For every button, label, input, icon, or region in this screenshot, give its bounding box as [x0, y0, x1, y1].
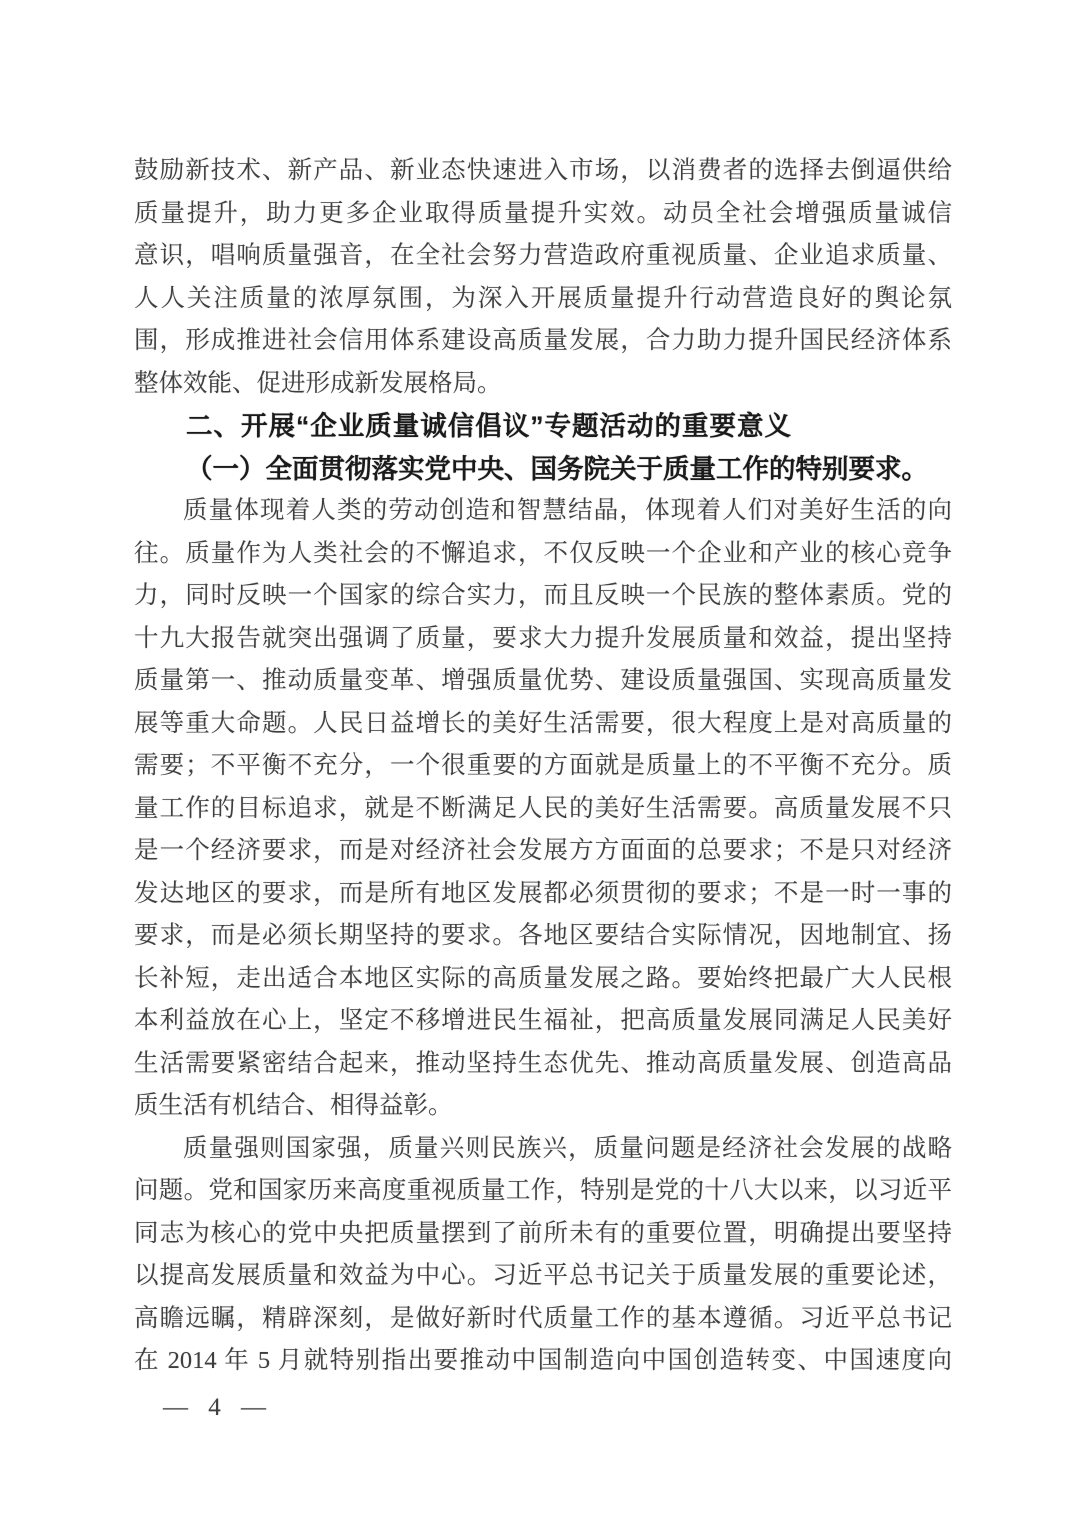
text-line: 往。质量作为人类社会的不懈追求，不仅反映一个企业和产业的核心竞争: [134, 539, 952, 567]
text-line: 需要；不平衡不充分，一个很重要的方面就是质量上的不平衡不充分。质: [134, 752, 952, 779]
text-line: 长补短，走出适合本地区实际的高质量发展之路。要始终把最广大人民根: [134, 964, 952, 992]
document-body: [134, 150, 952, 1383]
text-line: 展等重大命题。人民日益增长的美好生活需要，很大程度上是对高质量的: [134, 709, 952, 737]
text-line: 质量强则国家强，质量兴则民族兴，质量问题是经济社会发展的战略: [183, 1134, 952, 1162]
text-line: 生活需要紧密结合起来，推动坚持生态优先、推动高质量发展、创造高品: [134, 1049, 952, 1077]
page-number: — 4 —: [163, 1394, 273, 1421]
text-line: 围，形成推进社会信用体系建设高质量发展，合力助力提升国民经济体系: [134, 327, 952, 354]
text-line: 人人关注质量的浓厚氛围，为深入开展质量提升行动营造良好的舆论氛: [134, 284, 952, 312]
text-line: 质量提升，助力更多企业取得质量提升实效。动员全社会增强质量诚信: [134, 199, 952, 227]
text-line: 发达地区的要求，而是所有地区发展都必须贯彻的要求；不是一时一事的: [134, 879, 952, 907]
text-line: 量工作的目标追求，就是不断满足人民的美好生活需要。高质量发展不只: [134, 794, 952, 822]
section-heading: 二、开展“企业质量诚信倡议”专题活动的重要意义: [186, 411, 792, 441]
text-line: 意识，唱响质量强音，在全社会努力营造政府重视质量、企业追求质量、: [134, 242, 952, 269]
text-line: 是一个经济要求，而是对经济社会发展方方面面的总要求；不是只对经济: [134, 837, 952, 864]
text-line: 本利益放在心上，坚定不移增进民生福祉，把高质量发展同满足人民美好: [134, 1007, 952, 1034]
text-line: 力，同时反映一个国家的综合实力，而且反映一个民族的整体素质。党的: [134, 582, 952, 609]
text-line: 高瞻远瞩，精辟深刻，是做好新时代质量工作的基本遵循。习近平总书记: [134, 1304, 952, 1332]
text-line: 鼓励新技术、新产品、新业态快速进入市场，以消费者的选择去倒逼供给: [134, 157, 952, 184]
text-line: 质量第一、推动质量变革、增强质量优势、建设质量强国、实现高质量发: [134, 667, 952, 694]
text-line: 质量体现着人类的劳动创造和智慧结晶，体现着人们对美好生活的向: [183, 497, 952, 524]
paragraph-3: [134, 1128, 952, 1383]
text-line: 在 2014 年 5 月就特别指出要推动中国制造向中国创造转变、中国速度向: [134, 1347, 952, 1374]
text-line: 要求，而是必须长期坚持的要求。各地区要结合实际情况，因地制宜、扬: [134, 922, 952, 949]
sub-heading: （一）全面贯彻落实党中央、国务院关于质量工作的特别要求。: [186, 453, 928, 484]
text-line: 问题。党和国家历来高度重视质量工作，特别是党的十八大以来，以习近平: [134, 1177, 952, 1204]
paragraph-1: [134, 150, 952, 405]
text-line: 整体效能、促进形成新发展格局。: [134, 369, 502, 397]
paragraph-2: [134, 490, 952, 1128]
text-line: 以提高发展质量和效益为中心。习近平总书记关于质量发展的重要论述，: [134, 1262, 952, 1289]
text-line: 质生活有机结合、相得益彰。: [134, 1092, 453, 1119]
text-line: 同志为核心的党中央把质量摆到了前所未有的重要位置，明确提出要坚持: [134, 1219, 952, 1247]
text-line: 十九大报告就突出强调了质量，要求大力提升发展质量和效益，提出坚持: [134, 624, 952, 652]
